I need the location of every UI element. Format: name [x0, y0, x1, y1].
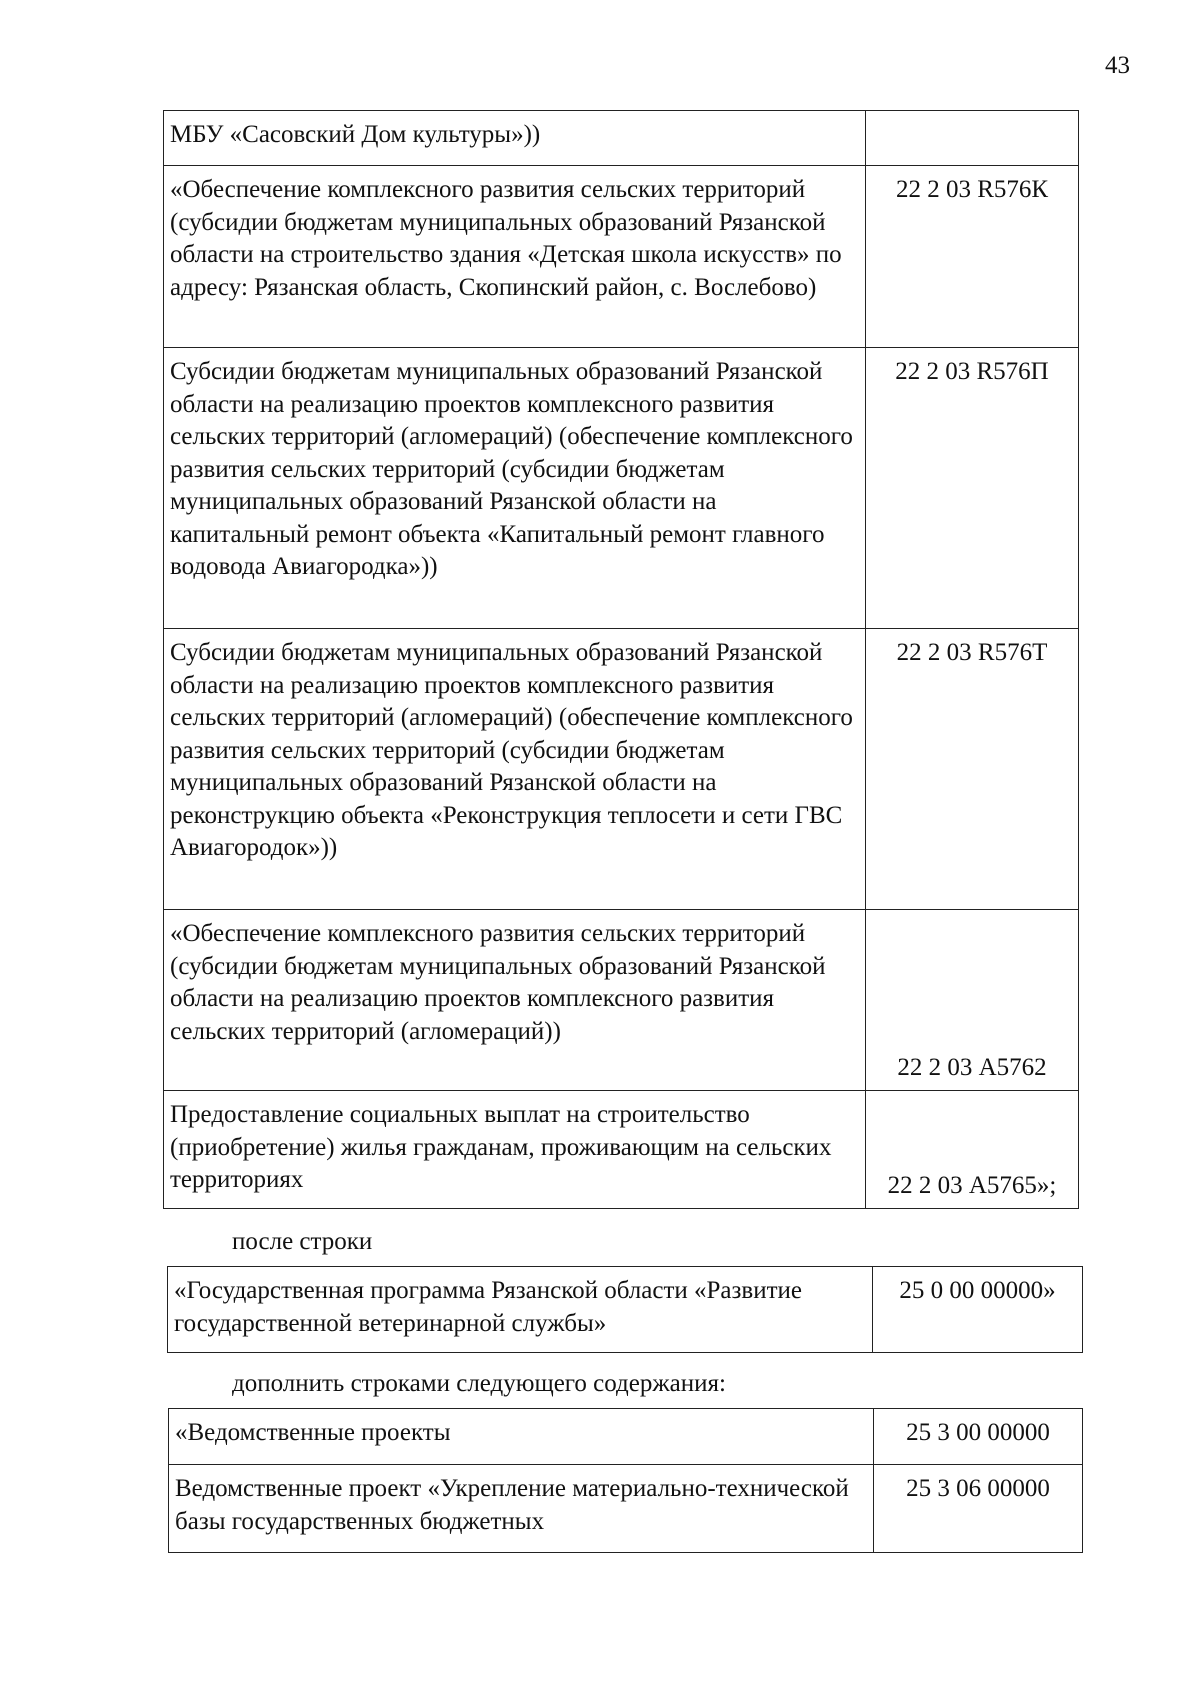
row-description-cell: [164, 629, 866, 910]
row-description: «Ведомственные проекты: [175, 1419, 451, 1446]
row-description: Субсидии бюджетам муниципальных образований Рязанской области на реализацию проектов комплексного развития сельских территорий (агломераций) (обеспечение комплексного развития сельских территорий (субсидии бюджетам муниципальных образований Рязанской области на реконструкцию объекта «Реконструкция теплосети и сети ГВС Авиагородок»)): [170, 639, 853, 861]
row-description-cell: [169, 1465, 874, 1553]
table-row: [168, 1267, 1083, 1353]
row-code-cell: [866, 348, 1079, 629]
table-row: [169, 1409, 1083, 1465]
row-code-cell: [866, 1091, 1079, 1209]
row-code: 22 2 03 А5765»;: [887, 1171, 1057, 1199]
row-code: 22 2 03 R576Т: [896, 639, 1048, 666]
row-code-cell: [866, 910, 1079, 1091]
row-description-cell: [164, 166, 866, 348]
codes-table-reference: [167, 1266, 1083, 1353]
table-row: [164, 910, 1079, 1091]
codes-table-main: [163, 110, 1079, 1209]
row-description: Ведомственные проект «Укрепление материально-технической базы государственных бюджетных: [175, 1475, 849, 1535]
table-row: [164, 348, 1079, 629]
row-description: Предоставление социальных выплат на строительство (приобретение) жилья гражданам, проживающим на сельских территориях: [170, 1101, 832, 1193]
row-description: Субсидии бюджетам муниципальных образований Рязанской области на реализацию проектов комплексного развития сельских территорий (агломераций) (обеспечение комплексного развития сельских территорий (субсидии бюджетам муниципальных образований Рязанской области на капитальный ремонт объекта «Капитальный ремонт главного водовода Авиагородка»)): [170, 358, 853, 580]
row-description: МБУ «Сасовский Дом культуры»)): [170, 121, 541, 148]
row-code-cell: [866, 111, 1079, 166]
instruction-after-row: после строки: [232, 1228, 373, 1255]
row-code-cell: [874, 1409, 1083, 1465]
instruction-add-rows: дополнить строками следующего содержания:: [232, 1370, 726, 1397]
row-description-cell: [164, 111, 866, 166]
table-row: [169, 1465, 1083, 1553]
row-description-cell: [164, 348, 866, 629]
row-code: 22 2 03 R576П: [895, 358, 1049, 385]
row-code: 25 0 00 00000»: [899, 1277, 1056, 1304]
row-code: 25 3 00 00000: [906, 1419, 1050, 1446]
table-row: [164, 111, 1079, 166]
row-code: 22 2 03 А5762: [897, 1053, 1047, 1081]
row-description-cell: [164, 1091, 866, 1209]
row-description: «Обеспечение комплексного развития сельских территорий (субсидии бюджетам муниципальных образований Рязанской области на реализацию проектов комплексного развития сельских территорий (агломераций)): [170, 920, 826, 1045]
table-row: [164, 1091, 1079, 1209]
row-code-cell: [874, 1465, 1083, 1553]
table-row: [164, 629, 1079, 910]
row-description-cell: [169, 1409, 874, 1465]
row-code-cell: [873, 1267, 1083, 1353]
page-number: 43: [1105, 52, 1130, 79]
row-code-cell: [866, 166, 1079, 348]
row-description: «Обеспечение комплексного развития сельских территорий (субсидии бюджетам муниципальных образований Рязанской области на строительство здания «Детская школа искусств» по адресу: Рязанская область, Скопинский район, с. Вослебово): [170, 176, 842, 301]
row-description-cell: [164, 910, 866, 1091]
row-code: 25 3 06 00000: [906, 1475, 1050, 1502]
codes-table-added: [168, 1408, 1083, 1553]
row-description: «Государственная программа Рязанской области «Развитие государственной ветеринарной службы»: [174, 1277, 802, 1337]
row-description-cell: [168, 1267, 873, 1353]
row-code: 22 2 03 R576К: [895, 176, 1049, 203]
table-row: [164, 166, 1079, 348]
row-code-cell: [866, 629, 1079, 910]
